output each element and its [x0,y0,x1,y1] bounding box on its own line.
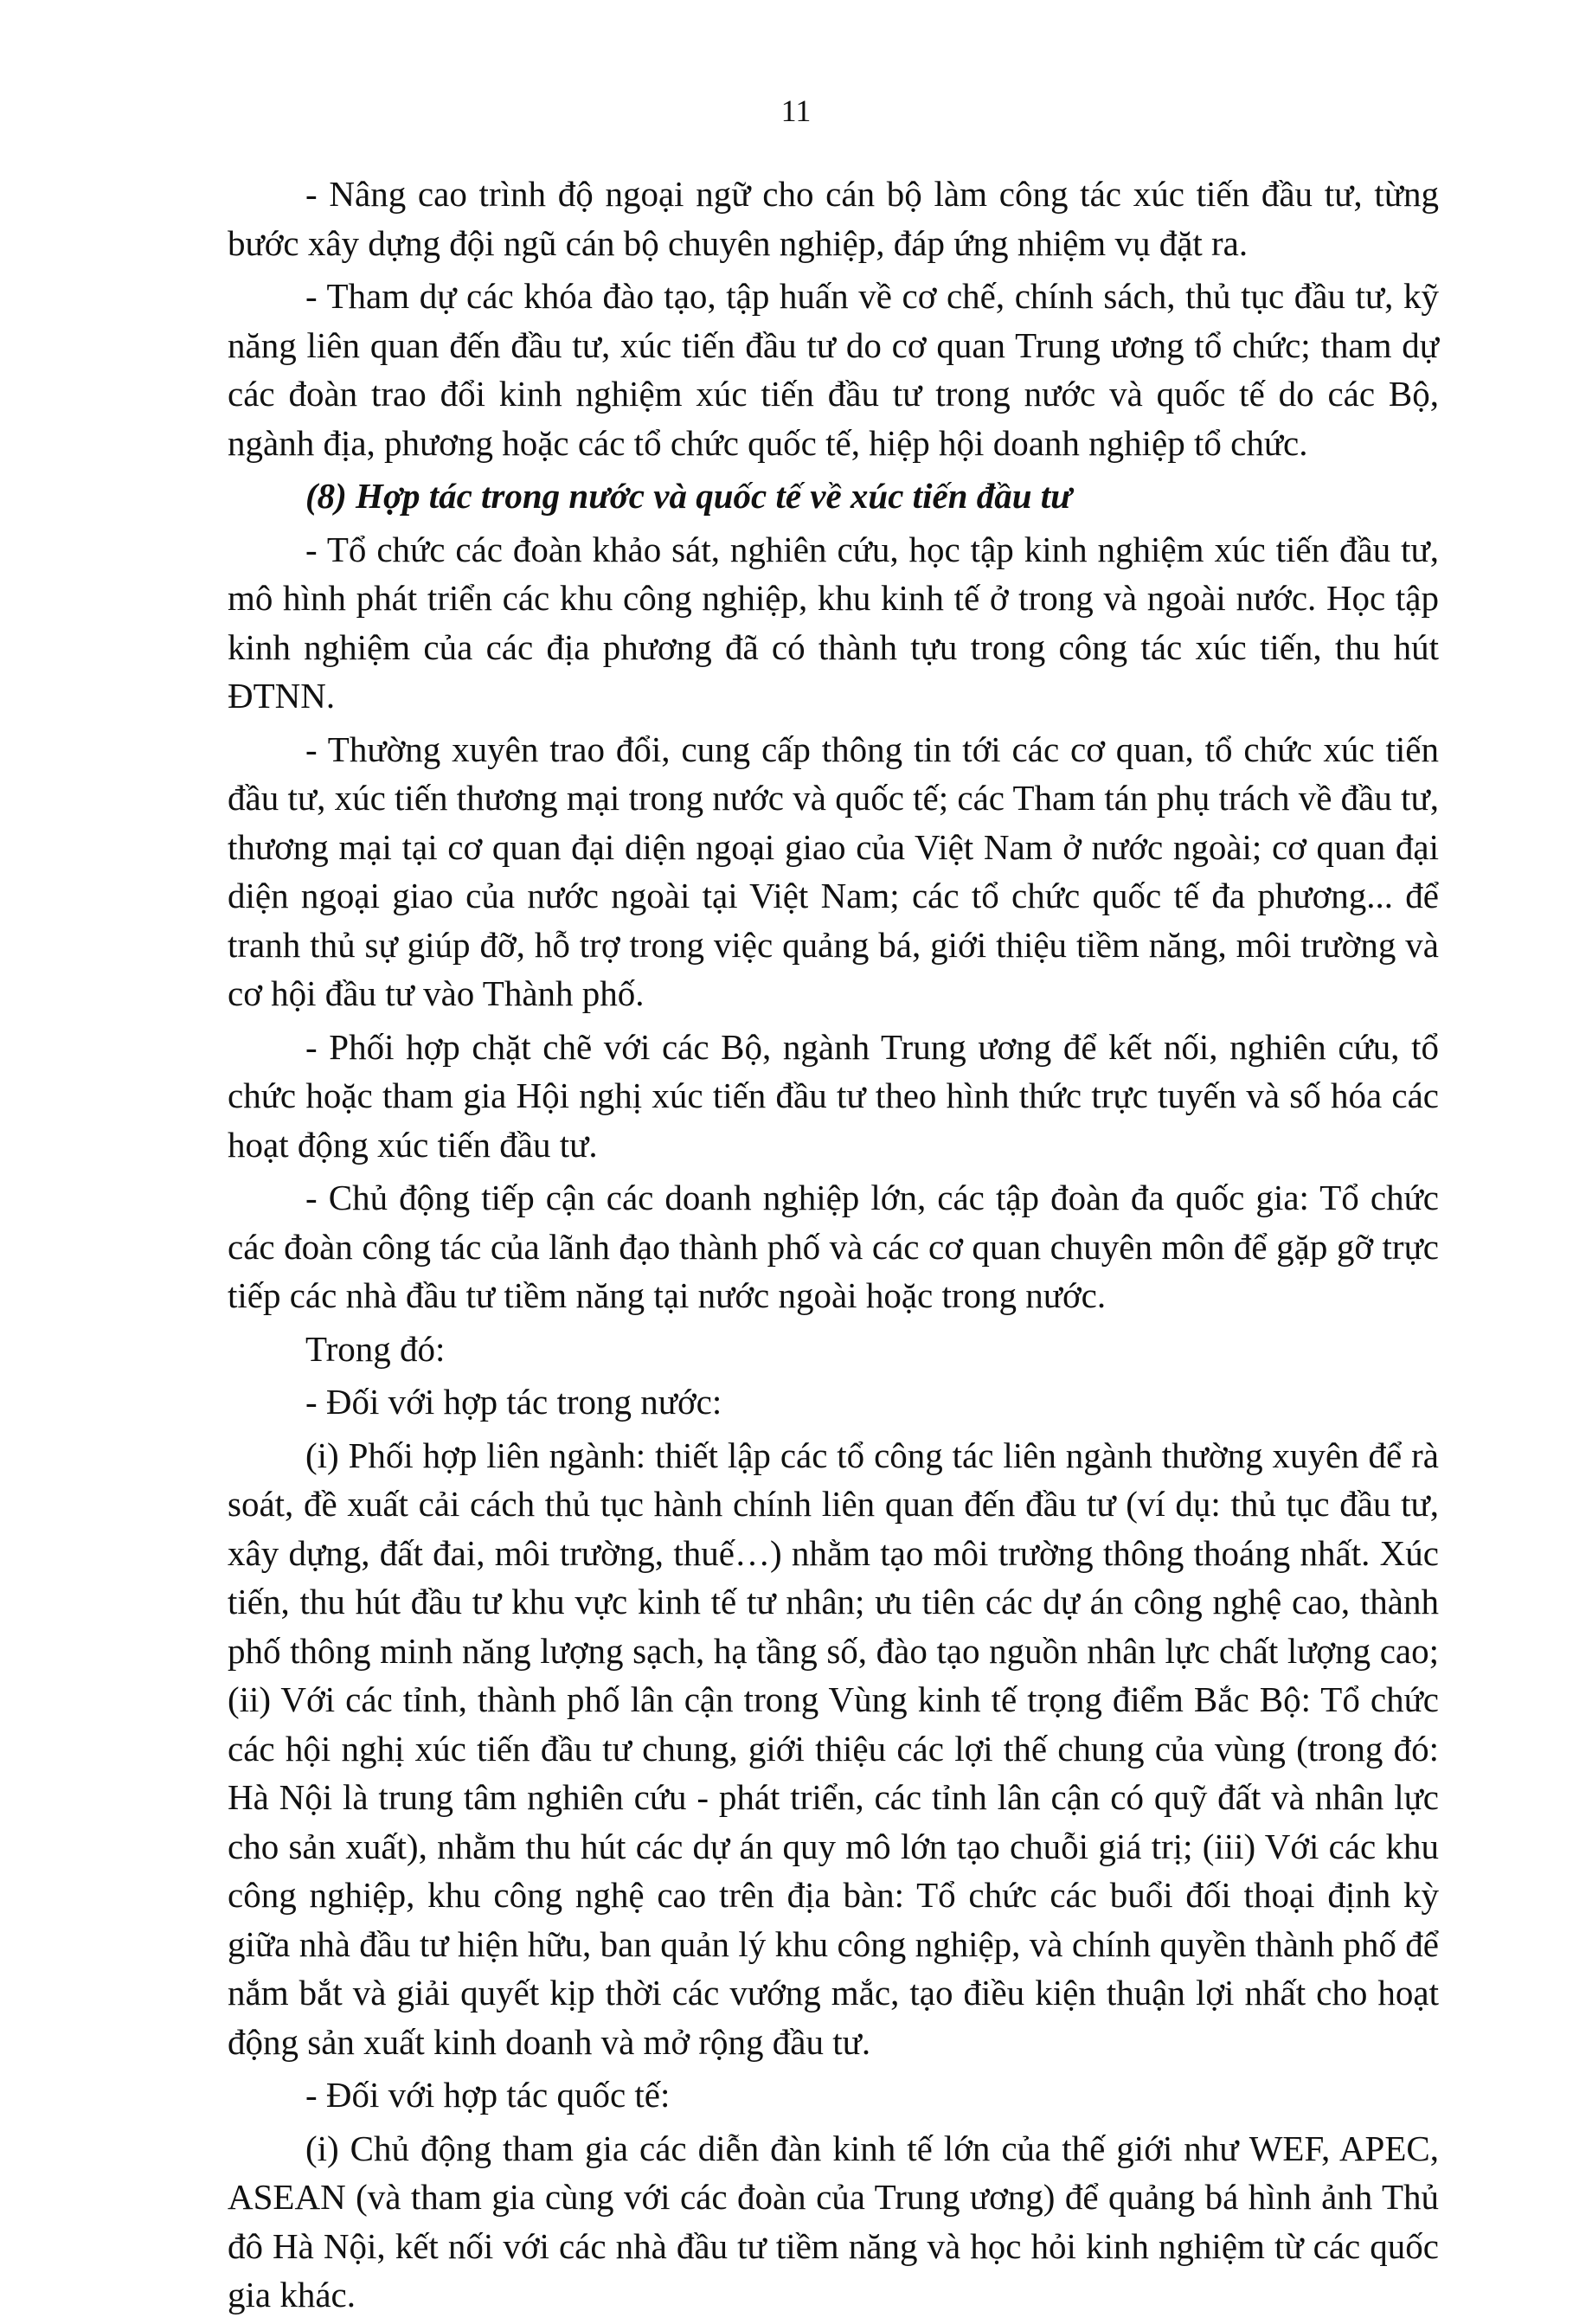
paragraph-international-details: (i) Chủ động tham gia các diễn đàn kinh tế lớn của thế giới như WEF, APEC, ASEAN (và tham gia cùng với các đoàn của Trung ương) để quảng bá hình ảnh Thủ đô Hà Nội, kết nối với các nhà đầu tư tiềm năng và học hỏi kinh nghiệm từ các quốc gia khác. [228,2128,1439,2314]
paragraph-training-courses: - Tham dự các khóa đào tạo, tập huấn về cơ chế, chính sách, thủ tục đầu tư, kỹ năng liên quan đến đầu tư, xúc tiến đầu tư do cơ quan Trung ương tổ chức; tham dự các đoàn trao đổi kinh nghiệm xúc tiến đầu tư trong nước và quốc tế do các Bộ, ngành địa, phương hoặc các tổ chức quốc tế, hiệp hội doanh nghiệp tổ chức. [228,276,1439,463]
paragraph-domestic-cooperation: - Đối với hợp tác trong nước: [305,1382,722,1422]
paragraph-survey-delegations: - Tổ chức các đoàn khảo sát, nghiên cứu, học tập kinh nghiệm xúc tiến đầu tư, mô hình phát triển các khu công nghiệp, khu kinh tế ở trong và ngoài nước. Học tập kinh nghiệm của các địa phương đã có thành tựu trong công tác xúc tiến, thu hút ĐTNN. [228,529,1439,716]
paragraph-approach-enterprises: - Chủ động tiếp cận các doanh nghiệp lớn, các tập đoàn đa quốc gia: Tổ chức các đoàn công tác của lãnh đạo thành phố và các cơ quan chuyên môn để gặp gỡ trực tiếp các nhà đầu tư tiềm năng tại nước ngoài hoặc trong nước. [228,1178,1439,1315]
paragraph-ministry-coordination: - Phối hợp chặt chẽ với các Bộ, ngành Trung ương để kết nối, nghiên cứu, tổ chức hoặc tham gia Hội nghị xúc tiến đầu tư theo hình thức trực tuyến và số hóa các hoạt động xúc tiến đầu tư. [228,1026,1439,1165]
paragraph-foreign-language-training: - Nâng cao trình độ ngoại ngữ cho cán bộ làm công tác xúc tiến đầu tư, từng bước xây dựng đội ngũ cán bộ chuyên nghiệp, đáp ứng nhiệm vụ đặt ra. [228,174,1439,263]
document-body [228,170,1439,2324]
paragraph-in-which: Trong đó: [305,1328,446,1369]
paragraph-domestic-details: (i) Phối hợp liên ngành: thiết lập các tổ công tác liên ngành thường xuyên để rà soát, đề xuất cải cách thủ tục hành chính liên quan đến đầu tư (ví dụ: thủ tục đầu tư, xây dựng, đất đai, môi trường, thuế…) nhằm tạo môi trường thông thoáng nhất. Xúc tiến, thu hút đầu tư khu vực kinh tế tư nhân; ưu tiên các dự án công nghệ cao, thành phố thông minh năng lượng sạch, hạ tầng số, đào tạo nguồn nhân lực chất lượng cao; (ii) Với các tỉnh, thành phố lân cận trong Vùng kinh tế trọng điểm Bắc Bộ: Tổ chức các hội nghị xúc tiến đầu tư chung, giới thiệu các lợi thế chung của vùng (trong đó: Hà Nội là trung tâm nghiên cứu - phát triển, các tỉnh lân cận có quỹ đất và nhân lực cho sản xuất), nhằm thu hút các dự án quy mô lớn tạo chuỗi giá trị; (iii) Với các khu công nghiệp, khu công nghệ cao trên địa bàn: Tổ chức các buổi đối thoại định kỳ giữa nhà đầu tư hiện hữu, ban quản lý khu công nghiệp, và chính quyền thành phố để nắm bắt và giải quyết kịp thời các vướng mắc, tạo điều kiện thuận lợi nhất cho hoạt động sản xuất kinh doanh và mở rộng đầu tư. [228,1435,1439,2062]
page-number: 11 [780,93,812,128]
section-heading-cooperation: (8) Hợp tác trong nước và quốc tế về xúc tiến đầu tư [305,476,1072,516]
paragraph-information-exchange: - Thường xuyên trao đổi, cung cấp thông tin tới các cơ quan, tổ chức xúc tiến đầu tư, xúc tiến thương mại trong nước và quốc tế; các Tham tán phụ trách về đầu tư, thương mại tại cơ quan đại diện ngoại giao của Việt Nam ở nước ngoài; cơ quan đại diện ngoại giao của nước ngoài tại Việt Nam; các tổ chức quốc tế đa phương... để tranh thủ sự giúp đỡ, hỗ trợ trong việc quảng bá, giới thiệu tiềm năng, môi trường và cơ hội đầu tư vào Thành phố. [228,729,1439,1013]
paragraph-international-cooperation: - Đối với hợp tác quốc tế: [305,2075,671,2115]
